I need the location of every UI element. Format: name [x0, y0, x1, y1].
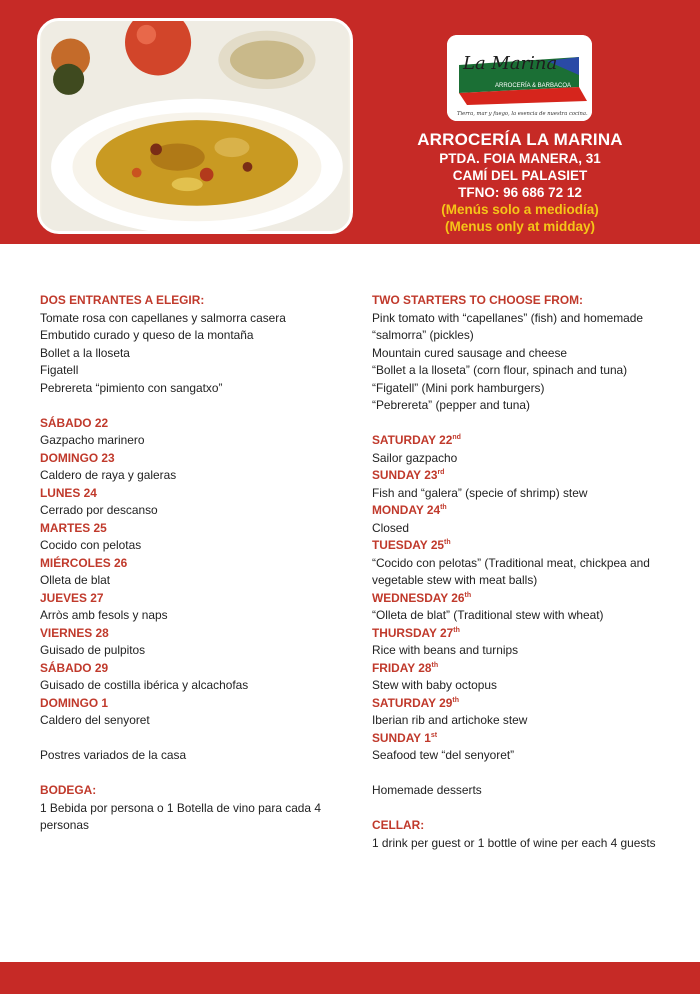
day-heading	[372, 590, 672, 608]
day-dish: Fish and “galera” (specie of shrimp) stew	[372, 485, 588, 500]
day-heading: SÁBADO 29	[40, 660, 109, 675]
address-line-2: CAMÍ DEL PALASIET	[452, 168, 588, 183]
starter-item: Embutido curado y queso de la montaña	[40, 328, 254, 342]
starter-item: Pink tomato with “capellanes” (fish) and homemade “salmorra” (pickles)	[372, 310, 643, 342]
cellar-text-en: 1 drink per guest or 1 bottle of wine per each 4 guests	[372, 835, 656, 850]
address-line-1: PTDA. FOIA MANERA, 31	[439, 151, 601, 166]
day-dish: Gazpacho marinero	[40, 433, 145, 447]
day-suffix: th	[453, 626, 460, 634]
day-suffix: th	[444, 539, 451, 547]
day-heading: VIERNES 28	[40, 625, 109, 640]
day-heading: DOMINGO 1	[40, 695, 109, 710]
day-dish: Closed	[372, 520, 410, 535]
midday-note-es: (Menús solo a mediodía)	[441, 202, 599, 217]
day-heading	[372, 625, 672, 643]
desserts-text-es: Postres variados de la casa	[40, 748, 187, 762]
footer-band	[0, 962, 700, 994]
day-heading	[372, 695, 672, 713]
contact-block	[400, 130, 640, 235]
day-dish: Olleta de blat	[40, 573, 111, 587]
day-dish: Rice with beans and turnips	[372, 643, 519, 657]
starter-item: Tomate rosa con capellanes y salmorra casera	[40, 310, 286, 325]
day-dish: Cocido con pelotas	[40, 538, 142, 552]
day-dish: “Olleta de blat” (Traditional stew with wheat)	[372, 608, 604, 622]
day-suffix: th	[464, 591, 472, 599]
day-heading: LUNES 24	[40, 485, 97, 500]
cellar-text-es: 1 Bebida por persona o 1 Botella de vino para cada 4 personas	[40, 800, 321, 832]
phone-number: TFNO: 96 686 72 12	[458, 185, 582, 200]
day-label: TUESDAY 25	[372, 538, 445, 552]
day-heading: DOMINGO 23	[40, 450, 115, 465]
starter-item: Mountain cured sausage and cheese	[372, 345, 568, 360]
midday-note-en: (Menus only at midday)	[444, 219, 596, 234]
day-heading	[372, 730, 672, 748]
day-heading: MIÉRCOLES 26	[40, 555, 128, 570]
restaurant-logo	[447, 35, 592, 121]
logo-graphic	[447, 35, 592, 121]
day-label: MONDAY 24	[372, 503, 441, 517]
day-label: SUNDAY 1	[372, 730, 431, 745]
day-dish: Caldero de raya y galeras	[40, 468, 177, 482]
day-heading	[372, 537, 672, 555]
day-suffix: nd	[452, 434, 461, 442]
day-label: SATURDAY 22	[372, 433, 453, 447]
day-heading: SÁBADO 22	[40, 415, 109, 430]
starter-item: Figatell	[40, 363, 79, 377]
day-heading	[372, 502, 672, 520]
cellar-heading-en: CELLAR:	[372, 818, 425, 832]
day-suffix: th	[440, 504, 447, 512]
starter-item: “Bollet a la lloseta” (corn flour, spinach and tuna)	[372, 363, 628, 377]
starters-heading-es: DOS ENTRANTES A ELEGIR:	[40, 293, 205, 307]
day-dish: Arròs amb fesols y naps	[40, 608, 168, 622]
day-heading: JUEVES 27	[40, 590, 104, 605]
day-heading	[372, 432, 672, 450]
starter-item: Pebrereta “pimiento con sangatxo”	[40, 380, 223, 395]
day-label: SUNDAY 23	[372, 468, 438, 482]
day-suffix: st	[430, 731, 438, 739]
day-dish: Guisado de costilla ibérica y alcachofas	[40, 678, 249, 692]
day-label: THURSDAY 27	[372, 625, 454, 640]
day-heading: MARTES 25	[40, 520, 107, 535]
day-suffix: rd	[437, 469, 445, 477]
cellar-heading-es: BODEGA:	[40, 783, 97, 797]
day-suffix: th	[452, 696, 460, 704]
starter-item: “Figatell” (Mini pork hamburgers)	[372, 380, 545, 395]
starters-heading-en: TWO STARTERS TO CHOOSE FROM:	[372, 293, 583, 307]
day-label: WEDNESDAY 26	[372, 590, 465, 605]
day-suffix: th	[431, 661, 439, 669]
soup-illustration	[40, 21, 350, 231]
desserts-text-en: Homemade desserts	[372, 783, 482, 797]
day-dish: Seafood tew “del senyoret”	[372, 748, 515, 762]
menu-column-english	[372, 292, 672, 852]
day-dish: Cerrado por descanso	[40, 503, 158, 517]
day-heading	[372, 660, 672, 678]
starter-item: Bollet a la lloseta	[40, 345, 130, 360]
day-label: SATURDAY 29	[372, 695, 453, 710]
soup-photo	[37, 18, 353, 234]
day-dish: Iberian rib and artichoke stew	[372, 713, 528, 727]
menu-column-spanish	[40, 292, 340, 835]
logo-tagline: Tierra, mar y fuego, la esencia de nuestra cocina.	[457, 111, 588, 117]
day-dish: Sailor gazpacho	[372, 450, 458, 465]
day-dish: “Cocido con pelotas” (Traditional meat, chickpea and vegetable stew with meat balls)	[372, 555, 650, 587]
day-dish: Caldero del senyoret	[40, 713, 150, 727]
logo-title: La Marina	[463, 53, 558, 74]
day-dish: Guisado de pulpitos	[40, 643, 146, 657]
day-dish: Stew with baby octopus	[372, 678, 497, 692]
day-heading	[372, 467, 672, 485]
logo-subtitle: ARROCERÍA & BARBACOA	[495, 83, 572, 89]
starter-item: “Pebrereta” (pepper and tuna)	[372, 398, 530, 412]
day-label: FRIDAY 28	[372, 660, 432, 675]
restaurant-name: ARROCERÍA LA MARINA	[417, 130, 623, 149]
